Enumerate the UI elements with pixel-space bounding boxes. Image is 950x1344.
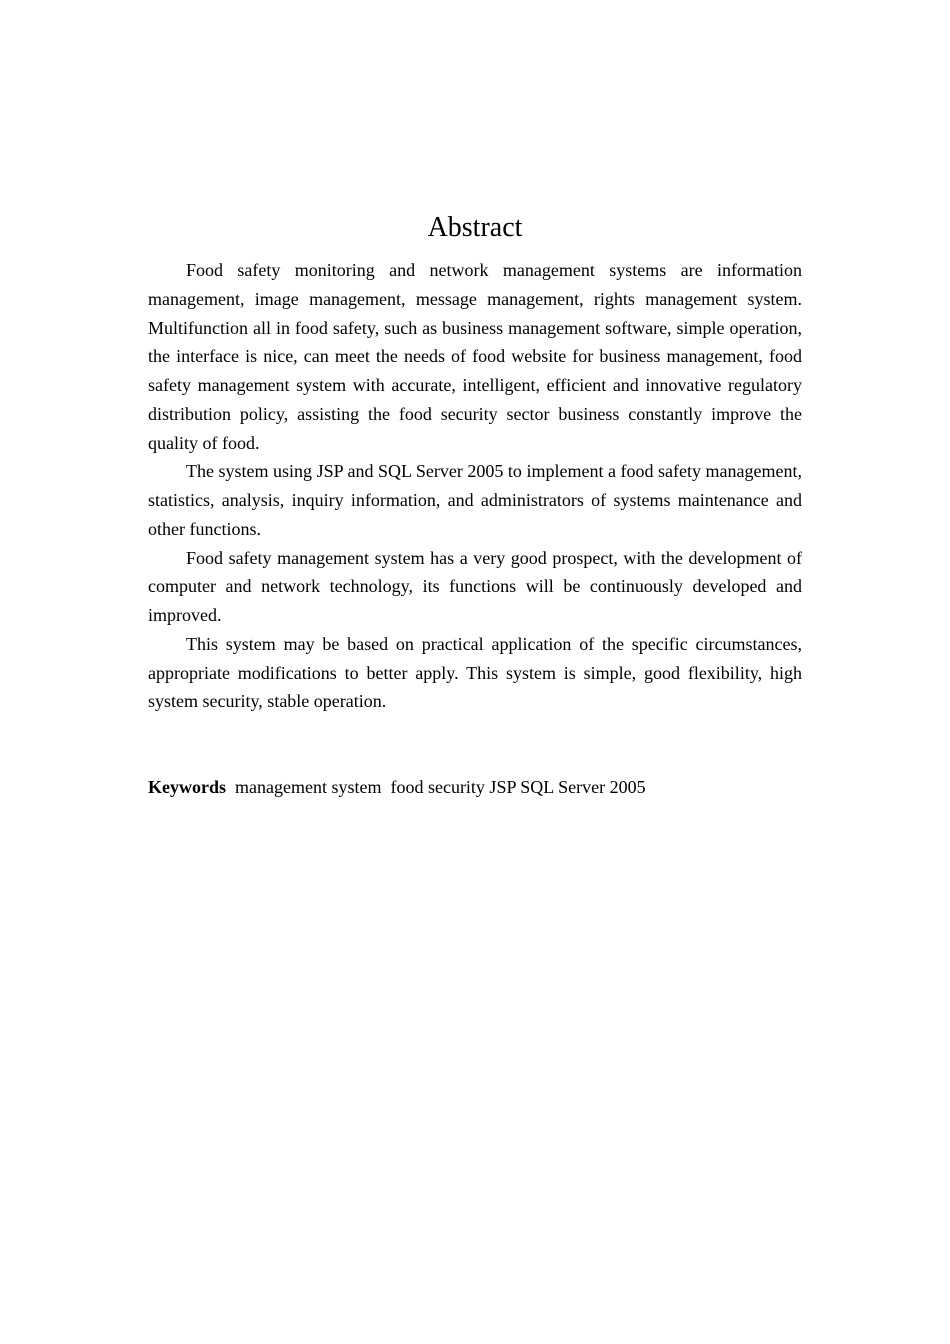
abstract-paragraph-4: This system may be based on practical application of the specific circumstances, appropriate modifications to better apply. This system is simple, good flexibility, high system security, stable operation. [148, 633, 802, 712]
keywords-line [148, 773, 802, 801]
abstract-paragraph-2: The system using JSP and SQL Server 2005 to implement a food safety management, statistics, analysis, inquiry information, and administrators of systems maintenance and other functions. [148, 461, 802, 539]
keywords-text: management system food security JSP SQL Server 2005 [235, 777, 646, 797]
abstract-body [148, 256, 802, 716]
abstract-title: Abstract [427, 212, 523, 243]
abstract-paragraph-3: Food safety management system has a very good prospect, with the development of computer and network technology, its functions will be continuously developed and improved. [148, 547, 802, 625]
abstract-paragraph-1: Food safety monitoring and network management systems are information management, image management, message management, rights management system. Multifunction all in food safety, such as business management software, simple operation, the interface is nice, can meet the needs of food website for business management, food safety management system with accurate, intelligent, efficient and innovative regulatory distribution policy, assisting the food security sector business constantly improve the quality of food. [148, 260, 802, 453]
keywords-label: Keywords [148, 777, 226, 797]
